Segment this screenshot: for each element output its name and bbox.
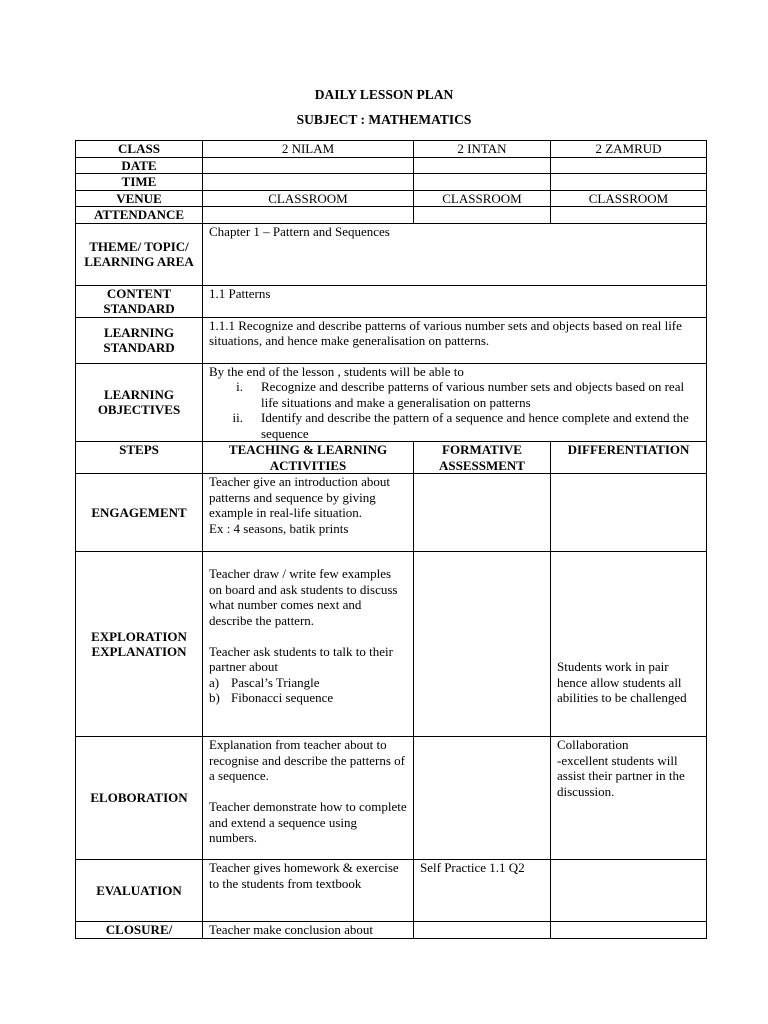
date-cell-nilam bbox=[203, 157, 414, 174]
activities-header: TEACHING & LEARNING ACTIVITIES bbox=[203, 442, 414, 474]
objectives-value bbox=[203, 363, 707, 442]
list-item bbox=[209, 675, 407, 691]
attendance-row bbox=[76, 207, 707, 224]
venue-label: VENUE bbox=[76, 190, 203, 207]
class-zamrud: 2 ZAMRUD bbox=[551, 141, 707, 158]
document-title: DAILY LESSON PLAN bbox=[314, 87, 454, 102]
exploration-partner-text: Teacher ask students to talk to their partner about bbox=[209, 643, 393, 674]
steps-header: STEPS bbox=[76, 442, 203, 474]
venue-intan: CLASSROOM bbox=[414, 190, 551, 207]
attendance-cell-zamrud bbox=[551, 207, 707, 224]
exploration-activity-text: Teacher draw / write few examples on board and ask students to discuss what number comes next and describe the pattern. bbox=[209, 566, 398, 628]
content-standard-label: CONTENT STANDARD bbox=[76, 285, 203, 317]
time-cell-intan bbox=[414, 174, 551, 191]
attendance-cell-nilam bbox=[203, 207, 414, 224]
closure-activity: Teacher make conclusion about bbox=[203, 922, 414, 939]
learning-standard-row bbox=[76, 317, 707, 363]
elaboration-label: ELOBORATION bbox=[76, 737, 203, 860]
closure-label: CLOSURE/ bbox=[76, 922, 203, 939]
objective-text: Identify and describe the pattern of a sequence and hence complete and extend the sequence bbox=[261, 410, 689, 441]
elaboration-differentiation bbox=[551, 737, 707, 860]
time-cell-zamrud bbox=[551, 174, 707, 191]
elaboration-demo-text: Teacher demonstrate how to complete and extend a sequence using numbers. bbox=[209, 799, 407, 845]
exploration-row bbox=[76, 552, 707, 737]
attendance-cell-intan bbox=[414, 207, 551, 224]
engagement-assessment bbox=[414, 474, 551, 552]
class-intan: 2 INTAN bbox=[414, 141, 551, 158]
class-nilam: 2 NILAM bbox=[203, 141, 414, 158]
evaluation-assessment: Self Practice 1.1 Q2 bbox=[414, 860, 551, 922]
elaboration-row bbox=[76, 737, 707, 860]
exploration-activity bbox=[203, 552, 414, 737]
class-row bbox=[76, 141, 707, 158]
date-cell-zamrud bbox=[551, 157, 707, 174]
closure-differentiation bbox=[551, 922, 707, 939]
elaboration-differentiation-title: Collaboration bbox=[557, 737, 629, 752]
steps-header-row bbox=[76, 442, 707, 474]
venue-nilam: CLASSROOM bbox=[203, 190, 414, 207]
evaluation-label: EVALUATION bbox=[76, 860, 203, 922]
time-label: TIME bbox=[76, 174, 203, 191]
objective-text: Recognize and describe patterns of various number sets and objects based on real life situations and make a generalisation on patterns bbox=[261, 379, 685, 410]
engagement-example: Ex : 4 seasons, batik prints bbox=[209, 520, 349, 536]
engagement-activity-text: Teacher give an introduction about patterns and sequence by giving example in real-life situation. bbox=[209, 474, 391, 520]
exploration-differentiation bbox=[551, 552, 707, 737]
date-row bbox=[76, 157, 707, 174]
date-label: DATE bbox=[76, 157, 203, 174]
class-label: CLASS bbox=[76, 141, 203, 158]
engagement-activity bbox=[203, 474, 414, 552]
list-text: Pascal’s Triangle bbox=[231, 674, 320, 690]
list-text: Fibonacci sequence bbox=[231, 690, 334, 705]
closure-assessment bbox=[414, 922, 551, 939]
exploration-assessment bbox=[414, 552, 551, 737]
list-marker: a) bbox=[209, 674, 220, 690]
date-cell-intan bbox=[414, 157, 551, 174]
list-item bbox=[209, 690, 407, 706]
theme-row bbox=[76, 223, 707, 285]
engagement-differentiation bbox=[551, 474, 707, 552]
objectives-intro: By the end of the lesson , students will be able to bbox=[209, 363, 464, 379]
learning-standard-value: 1.1.1 Recognize and describe patterns of various number sets and objects based on real life situations, and hence make generalisation on patterns. bbox=[203, 317, 707, 363]
elaboration-assessment bbox=[414, 737, 551, 860]
engagement-label: ENGAGEMENT bbox=[76, 474, 203, 552]
evaluation-row bbox=[76, 860, 707, 922]
lesson-plan-table bbox=[75, 140, 707, 939]
time-cell-nilam bbox=[203, 174, 414, 191]
objective-number: ii. bbox=[232, 410, 243, 425]
objectives-label: LEARNING OBJECTIVES bbox=[76, 363, 203, 442]
attendance-label: ATTENDANCE bbox=[76, 207, 203, 224]
theme-value: Chapter 1 – Pattern and Sequences bbox=[203, 223, 707, 285]
exploration-differentiation-text: Students work in pair hence allow students all abilities to be challenged bbox=[557, 659, 687, 705]
time-row bbox=[76, 174, 707, 191]
engagement-row bbox=[76, 474, 707, 552]
assessment-header: FORMATIVE ASSESSMENT bbox=[414, 442, 551, 474]
list-marker: b) bbox=[209, 690, 220, 705]
learning-standard-label: LEARNING STANDARD bbox=[76, 317, 203, 363]
venue-row bbox=[76, 190, 707, 207]
venue-zamrud: CLASSROOM bbox=[551, 190, 707, 207]
objective-item bbox=[209, 410, 700, 441]
exploration-label: EXPLORATION EXPLANATION bbox=[76, 552, 203, 737]
theme-label: THEME/ TOPIC/ LEARNING AREA bbox=[76, 223, 203, 285]
content-standard-row bbox=[76, 285, 707, 317]
elaboration-activity bbox=[203, 737, 414, 860]
content-standard-value: 1.1 Patterns bbox=[203, 285, 707, 317]
elaboration-activity-text: Explanation from teacher about to recognise and describe the patterns of a sequence. bbox=[209, 737, 406, 783]
evaluation-activity: Teacher gives homework & exercise to the students from textbook bbox=[203, 860, 414, 922]
objectives-row bbox=[76, 363, 707, 442]
objective-number: i. bbox=[236, 379, 243, 394]
objective-item bbox=[209, 379, 700, 410]
subject-title: SUBJECT : MATHEMATICS bbox=[296, 112, 472, 127]
evaluation-differentiation bbox=[551, 860, 707, 922]
elaboration-differentiation-text: -excellent students will assist their partner in the discussion. bbox=[557, 752, 685, 799]
closure-row bbox=[76, 922, 707, 939]
differentiation-header: DIFFERENTIATION bbox=[551, 442, 707, 474]
